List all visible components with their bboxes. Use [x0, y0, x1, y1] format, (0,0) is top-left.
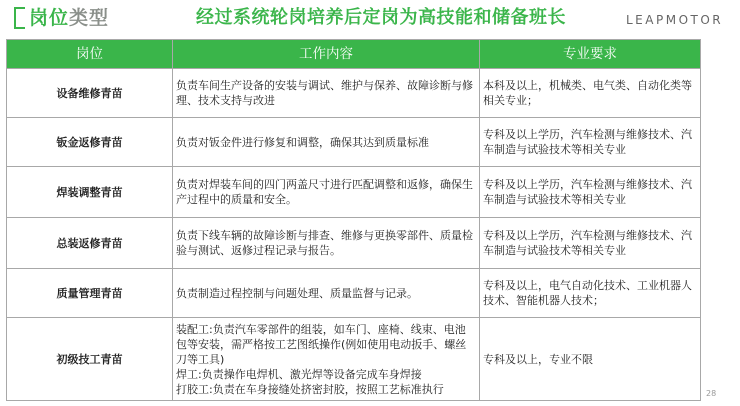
table-row	[7, 69, 701, 118]
column-header-requirement: 专业要求	[480, 40, 701, 69]
content-line: 负责对焊装车间的四门两盖尺寸进行匹配调整和返修，确保生产过程中的质量和安全。	[176, 178, 473, 206]
role-name: 总装返修青苗	[7, 218, 173, 269]
role-requirement: 专科及以上学历，汽车检测与维修技术、汽车制造与试验技术等相关专业	[480, 118, 701, 167]
category-title-green: 岗位	[29, 7, 70, 29]
content-line: 负责下线车辆的故障诊断与排查、维修与更换零部件、质量检验与测试、返修过程记录与报告。	[176, 229, 473, 257]
role-requirement: 专科及以上学历，汽车检测与维修技术、汽车制造与试验技术等相关专业	[480, 218, 701, 269]
role-content	[173, 318, 480, 401]
content-line: 负责对钣金件进行修复和调整，确保其达到质量标准	[176, 135, 429, 149]
category-title	[29, 5, 109, 31]
role-content	[173, 69, 480, 118]
table-row	[7, 318, 701, 401]
bracket-icon	[14, 7, 25, 29]
slide-header	[0, 0, 740, 38]
table-row	[7, 218, 701, 269]
role-content	[173, 167, 480, 218]
role-name: 钣金返修青苗	[7, 118, 173, 167]
leapmotor-logo: LEAPMOTOR	[626, 13, 724, 27]
content-line: 装配工:负责汽车零部件的组装，如车门、座椅、线束、电池包等安装，需严格按工艺图纸操作(例如使用电动扳手、螺丝刀等工具)	[176, 322, 467, 366]
role-name: 设备维修青苗	[7, 69, 173, 118]
table-header-row	[7, 40, 701, 69]
page-number: 28	[706, 389, 717, 398]
role-name: 质量管理青苗	[7, 269, 173, 318]
category-title-gray: 类型	[69, 7, 110, 29]
content-line: 负责车间生产设备的安装与调试、维护与保养、故障诊断与修理、技术支持与改进	[176, 79, 473, 107]
role-requirement: 本科及以上，机械类、电气类、自动化类等相关专业；	[480, 69, 701, 118]
role-requirement: 专科及以上，电气自动化技术、工业机器人技术、智能机器人技术；	[480, 269, 701, 318]
role-requirement: 专科及以上，专业不限	[480, 318, 701, 401]
content-line: 打胶工:负责在车身接缝处挤密封胶，按照工艺标准执行	[176, 382, 444, 396]
roles-table	[6, 39, 701, 401]
role-name: 焊装调整青苗	[7, 167, 173, 218]
role-content	[173, 118, 480, 167]
content-line: 负责制造过程控制与问题处理、质量监督与记录。	[176, 286, 418, 300]
content-line: 焊工:负责操作电焊机、激光焊等设备完成车身焊接	[176, 367, 422, 381]
table-row	[7, 118, 701, 167]
table-row	[7, 269, 701, 318]
column-header-position: 岗位	[7, 40, 173, 69]
role-requirement: 专科及以上学历，汽车检测与维修技术、汽车制造与试验技术等相关专业	[480, 167, 701, 218]
table-row	[7, 167, 701, 218]
role-content	[173, 218, 480, 269]
page-title: 经过系统轮岗培养后定岗为高技能和储备班长	[196, 7, 566, 28]
column-header-content: 工作内容	[173, 40, 480, 69]
role-content	[173, 269, 480, 318]
role-name: 初级技工青苗	[7, 318, 173, 401]
